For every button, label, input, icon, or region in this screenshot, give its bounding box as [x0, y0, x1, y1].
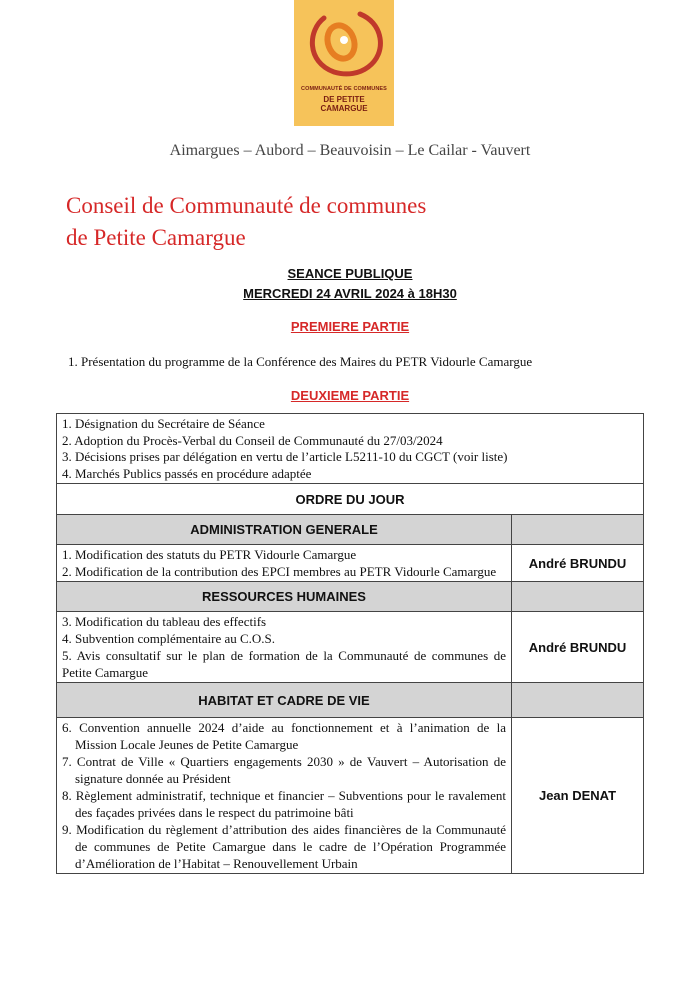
section-items-habitat [57, 718, 512, 874]
premiere-partie-heading: PREMIERE PARTIE [290, 319, 410, 334]
list-item: 1. Modification des statuts du PETR Vidourle Camargue [62, 547, 357, 562]
agenda-table [56, 413, 644, 874]
logo-text-line1: COMMUNAUTÉ DE COMMUNES [301, 86, 387, 92]
section-items-ressources [57, 612, 512, 683]
seance-type: SEANCE PUBLIQUE [287, 266, 413, 281]
list-item: 4. Marchés Publics passés en procédure adaptée [62, 465, 312, 481]
list-item: 4. Subvention complémentaire au C.O.S. [62, 631, 276, 646]
document-title [66, 190, 426, 254]
section-title-ressources: RESSOURCES HUMAINES [57, 582, 512, 612]
premiere-partie-item: 1. Présentation du programme de la Conférence des Maires du PETR Vidourle Camargue [68, 354, 533, 369]
member-towns: Aimargues – Aubord – Beauvoisin – Le Cailar - Vauvert [169, 142, 531, 159]
title-line-2: de Petite Camargue [66, 225, 246, 250]
rapporteur: André BRUNDU [512, 545, 644, 582]
logo-swirl-icon [294, 0, 394, 90]
list-item: 3. Modification du tableau des effectifs [62, 614, 267, 629]
list-item: 7. Contrat de Ville « Quartiers engagements 2030 » de Vauvert – Autorisation de signature donnée au Président [62, 754, 506, 786]
logo-text-line2: DE PETITE [323, 95, 365, 104]
list-item: 9. Modification du règlement d’attribution des aides financières de la Communauté de communes de Petite Camargue dans le cadre de l’Opération Programmée d’Amélioration de l’Habitat – Renouvellement Urbain [62, 822, 506, 871]
list-item: 2. Adoption du Procès-Verbal du Conseil de Communauté du 27/03/2024 [62, 432, 443, 448]
logo [294, 0, 394, 126]
list-item: 3. Décisions prises par délégation en vertu de l’article L5211-10 du CGCT (voir liste) [62, 449, 508, 464]
section-title-administration: ADMINISTRATION GENERALE [57, 515, 512, 545]
section-title-habitat: HABITAT ET CADRE DE VIE [57, 683, 512, 718]
preliminary-items [57, 414, 644, 484]
list-item: 5. Avis consultatif sur le plan de formation de la Communauté de communes de Petite Camargue [62, 648, 506, 680]
rapporteur: André BRUNDU [512, 612, 644, 683]
list-item: 1. Désignation du Secrétaire de Séance [62, 416, 265, 431]
list-item: 2. Modification de la contribution des EPCI membres au PETR Vidourle Camargue [62, 564, 497, 579]
logo-text-line3: CAMARGUE [320, 104, 368, 113]
ordre-du-jour-heading: ORDRE DU JOUR [57, 484, 644, 515]
list-item: 8. Règlement administratif, technique et financier – Subventions pour le ravalement des façades privées dans le respect du patrimoine bâti [62, 788, 506, 820]
title-line-1: Conseil de Communauté de communes [66, 193, 427, 218]
section-items-administration [57, 545, 512, 582]
rapporteur: Jean DENAT [512, 718, 644, 874]
list-item: 6. Convention annuelle 2024 d’aide au fonctionnement et à l’animation de la Mission Locale Jeunes de Petite Camargue [62, 720, 506, 752]
seance-date: MERCREDI 24 AVRIL 2024 à 18H30 [243, 286, 457, 301]
deuxieme-partie-heading: DEUXIEME PARTIE [290, 388, 410, 403]
